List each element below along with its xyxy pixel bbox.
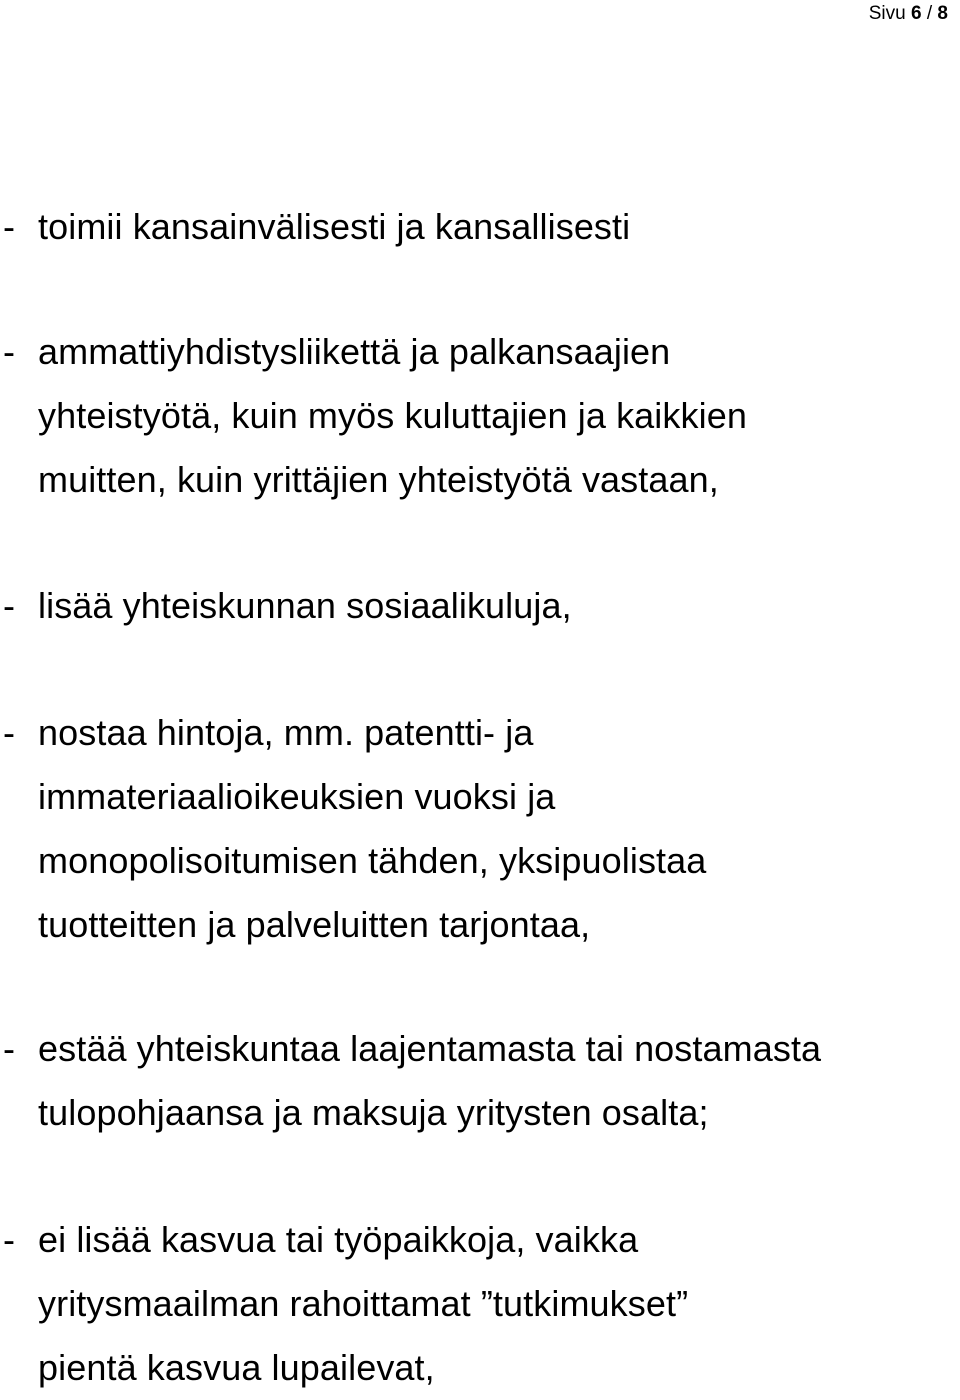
page-prefix: Sivu: [868, 3, 906, 24]
bullet-dash: -: [3, 331, 15, 372]
list-item-line: toimii kansainvälisesti ja kansallisesti: [38, 206, 631, 247]
list-item-line: yritysmaailman rahoittamat ”tutkimukset”: [38, 1283, 689, 1324]
list-item-line: ammattiyhdistysliikettä ja palkansaajien: [38, 331, 671, 372]
list-item: [0, 1208, 960, 1400]
list-item-line: tuotteitten ja palveluitten tarjontaa,: [38, 904, 591, 945]
list-item-line: estää yhteiskuntaa laajentamasta tai nostamasta: [38, 1028, 822, 1069]
list-item-line: ei lisää kasvua tai työpaikkoja, vaikka: [38, 1219, 639, 1260]
bullet-dash: -: [3, 1219, 15, 1260]
page-separator: /: [926, 3, 933, 24]
list-item: [0, 701, 960, 957]
list-item-line: muitten, kuin yrittäjien yhteistyötä vastaan,: [38, 459, 719, 500]
list-item: [0, 1017, 960, 1145]
list-item: [0, 574, 960, 638]
list-item-line: monopolisoitumisen tähden, yksipuolistaa: [38, 840, 707, 881]
list-item: [0, 320, 960, 512]
page-number: [869, 2, 948, 26]
list-item-line: tulopohjaansa ja maksuja yritysten osalta;: [38, 1092, 709, 1133]
current-page-number: 6: [911, 3, 922, 24]
bullet-dash: -: [3, 206, 15, 247]
bullet-dash: -: [3, 712, 15, 753]
list-item-line: yhteistyötä, kuin myös kuluttajien ja kaikkien: [38, 395, 747, 436]
bullet-dash: -: [3, 1028, 15, 1069]
list-item: [0, 195, 960, 259]
list-item-line: lisää yhteiskunnan sosiaalikuluja,: [38, 585, 572, 626]
total-pages-number: 8: [937, 3, 948, 24]
list-item-line: pientä kasvua lupailevat,: [38, 1347, 435, 1388]
list-item-line: nostaa hintoja, mm. patentti- ja: [38, 712, 534, 753]
bullet-dash: -: [3, 585, 15, 626]
list-item-line: immateriaalioikeuksien vuoksi ja: [38, 776, 556, 817]
